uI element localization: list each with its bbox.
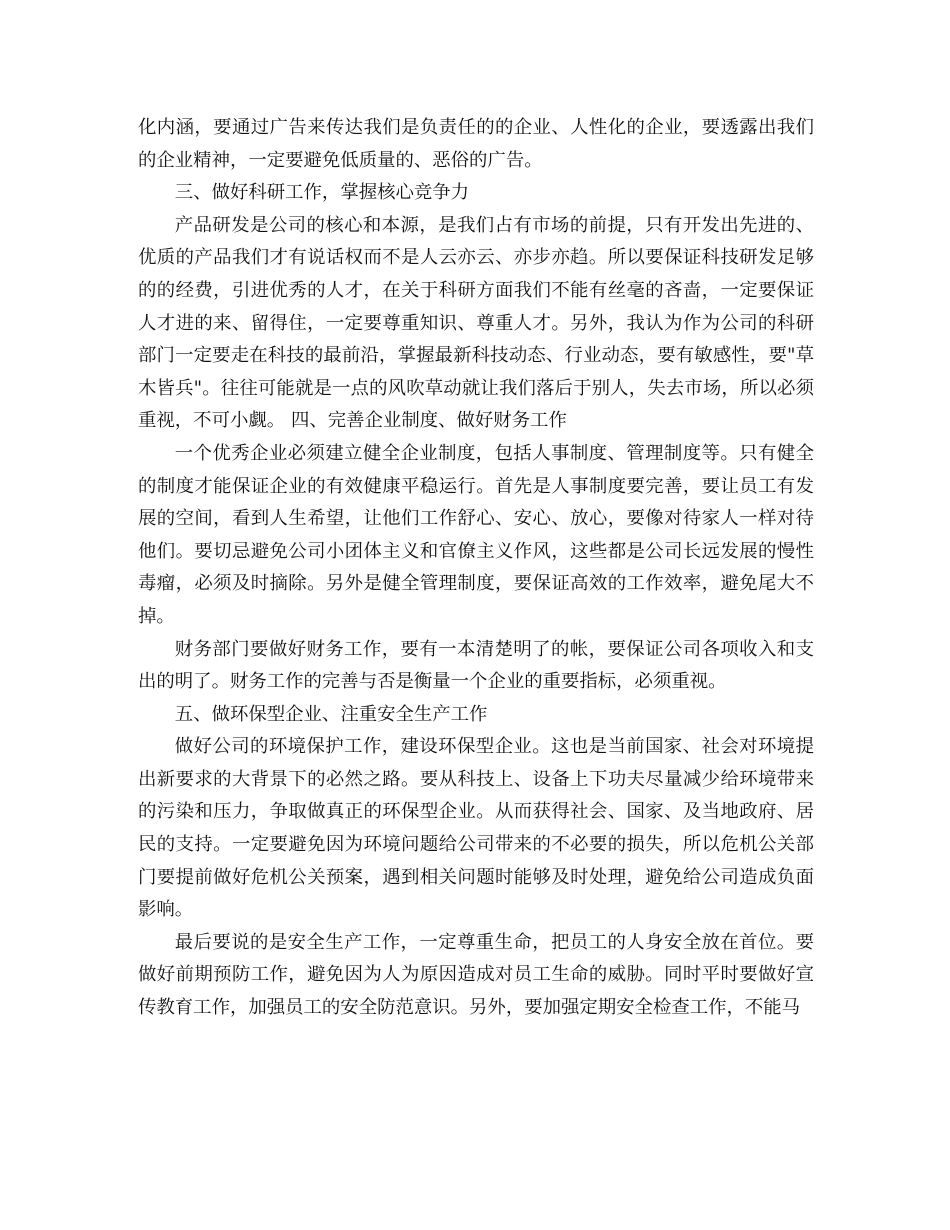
section-heading-research: 三、做好科研工作，掌握核心竞争力 — [174, 182, 470, 204]
section-heading-environment: 五、做环保型企业、注重安全生产工作 — [174, 703, 488, 725]
paragraph-continuation: 化内涵，要通过广告来传达我们是负责任的的企业、人性化的企业，要透露出我们的企业精神，一定要避免低质量的、恶俗的广告。 — [138, 117, 814, 171]
paragraph-environment: 做好公司的环境保护工作，建设环保型企业。这也是当前国家、社会对环境提出新要求的大背景下的必然之路。要从科技上、设备上下功夫尽量减少给环境带来的污染和压力，争取做真正的环保型企业。从而获得社会、国家、及当地政府、居民的支持。一定要避免因为环境问题给公司带来的不必要的损失，所以危机公关部门要提前做好危机公关预案，遇到相关问题时能够及时处理，避免给公司造成负面影响。 — [138, 736, 814, 921]
paragraph-finance: 财务部门要做好财务工作，要有一本清楚明了的帐，要保证公司各项收入和支出的明了。财务工作的完善与否是衡量一个企业的重要指标，必须重视。 — [138, 638, 814, 693]
paragraph-safety: 最后要说的是安全生产工作，一定尊重生命，把员工的人身安全放在首位。要做好前期预防工作，避免因为人为原因造成对员工生命的威胁。同时平时要做好宣传教育工作，加强员工的安全防范意识。另外，要加强定期安全检查工作，不能马 — [138, 931, 814, 1019]
paragraph-research: 产品研发是公司的核心和本源，是我们占有市场的前提，只有开发出先进的、优质的产品我们才有说话权而不是人云亦云、亦步亦趋。所以要保证科技研发足够的的经费，引进优秀的人才，在关于科研方面我们不能有丝毫的吝啬，一定要保证人才进的来、留得住，一定要尊重知识、尊重人才。另外，我认为作为公司的科研部门一定要走在科技的最前沿，掌握最新科技动态、行业动态，要有敏感性，要"草木皆兵"。往往可能就是一点的风吹草动就让我们落后于别人，失去市场，所以必须重视，不可小觑。 四、完善企业制度、做好财务工作 — [138, 214, 814, 432]
paragraph-enterprise-system: 一个优秀企业必须建立健全企业制度，包括人事制度、管理制度等。只有健全的制度才能保证企业的有效健康平稳运行。首先是人事制度要完善，要让员工有发展的空间，看到人生希望，让他们工作舒心、安心、放心，要像对待家人一样对待他们。要切忌避免公司小团体主义和官僚主义作风，这些都是公司长远发展的慢性毒瘤，必须及时摘除。另外是健全管理制度，要保证高效的工作效率，避免尾大不掉。 — [138, 442, 814, 627]
document-body — [138, 112, 814, 1025]
